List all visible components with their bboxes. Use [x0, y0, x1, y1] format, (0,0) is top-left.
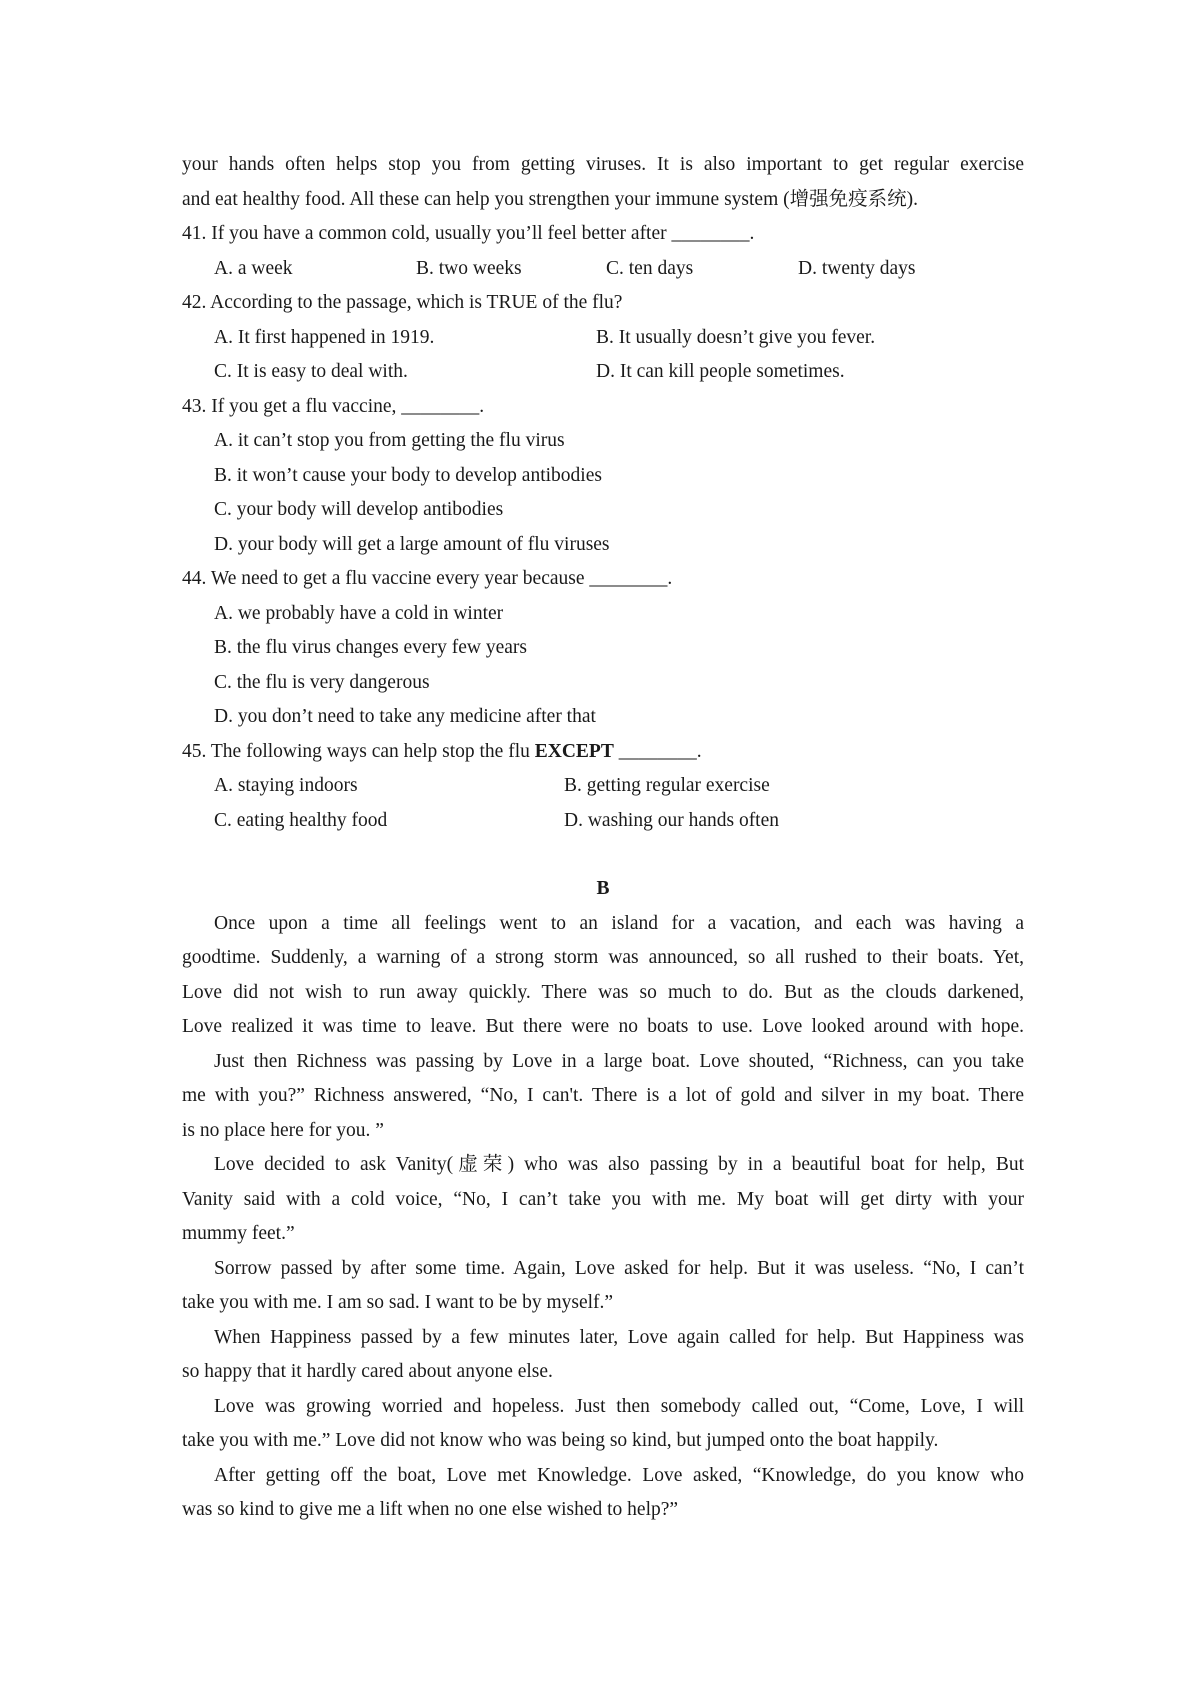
q41-option-b: B. two weeks — [416, 257, 522, 279]
intro-line-2: and eat healthy food. All these can help you strengthen your immune system (增强免疫系统). — [182, 188, 918, 210]
paragraph-6 — [182, 1390, 1024, 1459]
q41-option-c: C. ten days — [606, 257, 694, 279]
paragraph-line: me with you?” Richness answered, “No, I can't. There is a lot of gold and silver in my boat. There — [182, 1085, 1024, 1106]
question-43-stem: 43. If you get a flu vaccine, ________. — [182, 395, 485, 417]
q45-option-a: A. staying indoors — [214, 775, 358, 796]
question-45-options-row-2 — [182, 804, 1024, 839]
q44-option-c: C. the flu is very dangerous — [214, 671, 430, 693]
q45-option-c: C. eating healthy food — [214, 809, 388, 831]
q44-option-b: B. the flu virus changes every few years — [214, 637, 527, 658]
paragraph-line: Love realized it was time to leave. But there were no boats to use. Love looked around with hope. — [182, 1016, 1024, 1037]
paragraph-line: take you with me. I am so sad. I want to be by myself.” — [182, 1292, 614, 1313]
paragraph-line: Love decided to ask Vanity(虚荣) who was also passing by in a beautiful boat for help, But — [214, 1154, 1024, 1175]
paragraph-2 — [182, 1045, 1024, 1149]
paragraph-7 — [182, 1459, 1024, 1528]
question-41-stem: 41. If you have a common cold, usually you’ll feel better after ________. — [182, 223, 755, 244]
paragraph-line: so happy that it hardly cared about anyone else. — [182, 1361, 553, 1382]
section-b-passage — [182, 907, 1024, 1528]
section-b-heading: B — [596, 878, 610, 899]
q44-option-a: A. we probably have a cold in winter — [214, 602, 504, 624]
paragraph-5 — [182, 1321, 1024, 1390]
question-42-stem: 42. According to the passage, which is TRUE of the flu? — [182, 292, 623, 313]
paragraph-line: Love was growing worried and hopeless. Just then somebody called out, “Come, Love, I will — [214, 1395, 1024, 1417]
paragraph-line: goodtime. Suddenly, a warning of a strong storm was announced, so all rushed to their boats. Yet, — [182, 947, 1024, 968]
q44-option-d: D. you don’t need to take any medicine after that — [214, 706, 596, 727]
paragraph-1 — [182, 907, 1024, 1045]
paragraph-line: Sorrow passed by after some time. Again, Love asked for help. But it was useless. “No, I can’t — [214, 1257, 1024, 1279]
paragraph-line: Just then Richness was passing by Love in a large boat. Love shouted, “Richness, can you take — [214, 1050, 1024, 1072]
question-42-options-row-1 — [182, 321, 1024, 356]
paragraph-line: Once upon a time all feelings went to an island for a vacation, and each was having a — [214, 912, 1024, 934]
document-page — [182, 148, 1024, 1528]
q41-option-a: A. a week — [214, 257, 293, 279]
paragraph-line: take you with me.” Love did not know who was being so kind, but jumped onto the boat happily. — [182, 1430, 939, 1451]
q43-option-c: C. your body will develop antibodies — [214, 499, 504, 520]
q41-option-d: D. twenty days — [798, 257, 916, 279]
q45-stem-prefix: 45. The following ways can help stop the flu — [182, 740, 530, 762]
q45-option-d: D. washing our hands often — [564, 809, 780, 831]
question-42-options-row-2 — [182, 355, 1024, 390]
paragraph-line: After getting off the boat, Love met Knowledge. Love asked, “Knowledge, do you know who — [214, 1464, 1024, 1486]
q43-option-b: B. it won’t cause your body to develop antibodies — [214, 464, 602, 486]
q42-option-d: D. It can kill people sometimes. — [596, 361, 845, 382]
paragraph-line: Vanity said with a cold voice, “No, I can’t take you with me. My boat will get dirty with your — [182, 1188, 1024, 1210]
question-45-options-row-1 — [182, 769, 1024, 804]
q42-option-a: A. It first happened in 1919. — [214, 326, 435, 348]
q45-option-b: B. getting regular exercise — [564, 775, 770, 796]
paragraph-line: Love did not wish to run away quickly. There was so much to do. But as the clouds darkened, — [182, 981, 1024, 1003]
question-44-stem: 44. We need to get a flu vaccine every year because ________. — [182, 568, 673, 589]
question-45-stem — [182, 735, 1024, 770]
paragraph-4 — [182, 1252, 1024, 1321]
paragraph-line: is no place here for you. ” — [182, 1119, 384, 1141]
q42-option-b: B. It usually doesn’t give you fever. — [596, 326, 876, 348]
paragraph-line: mummy feet.” — [182, 1223, 295, 1244]
q45-stem-suffix: ________. — [618, 740, 702, 762]
q43-option-a: A. it can’t stop you from getting the flu virus — [214, 430, 565, 451]
q45-stem-bold: EXCEPT — [534, 740, 614, 762]
intro-line-1: your hands often helps stop you from getting viruses. It is also important to get regular exercise — [182, 154, 1024, 175]
question-41-options — [182, 252, 1024, 287]
paragraph-line: was so kind to give me a lift when no one else wished to help?” — [182, 1499, 679, 1520]
paragraph-3 — [182, 1148, 1024, 1252]
paragraph-line: When Happiness passed by a few minutes later, Love again called for help. But Happiness was — [214, 1326, 1024, 1348]
q42-option-c: C. It is easy to deal with. — [214, 361, 408, 382]
q43-option-d: D. your body will get a large amount of flu viruses — [214, 533, 610, 555]
